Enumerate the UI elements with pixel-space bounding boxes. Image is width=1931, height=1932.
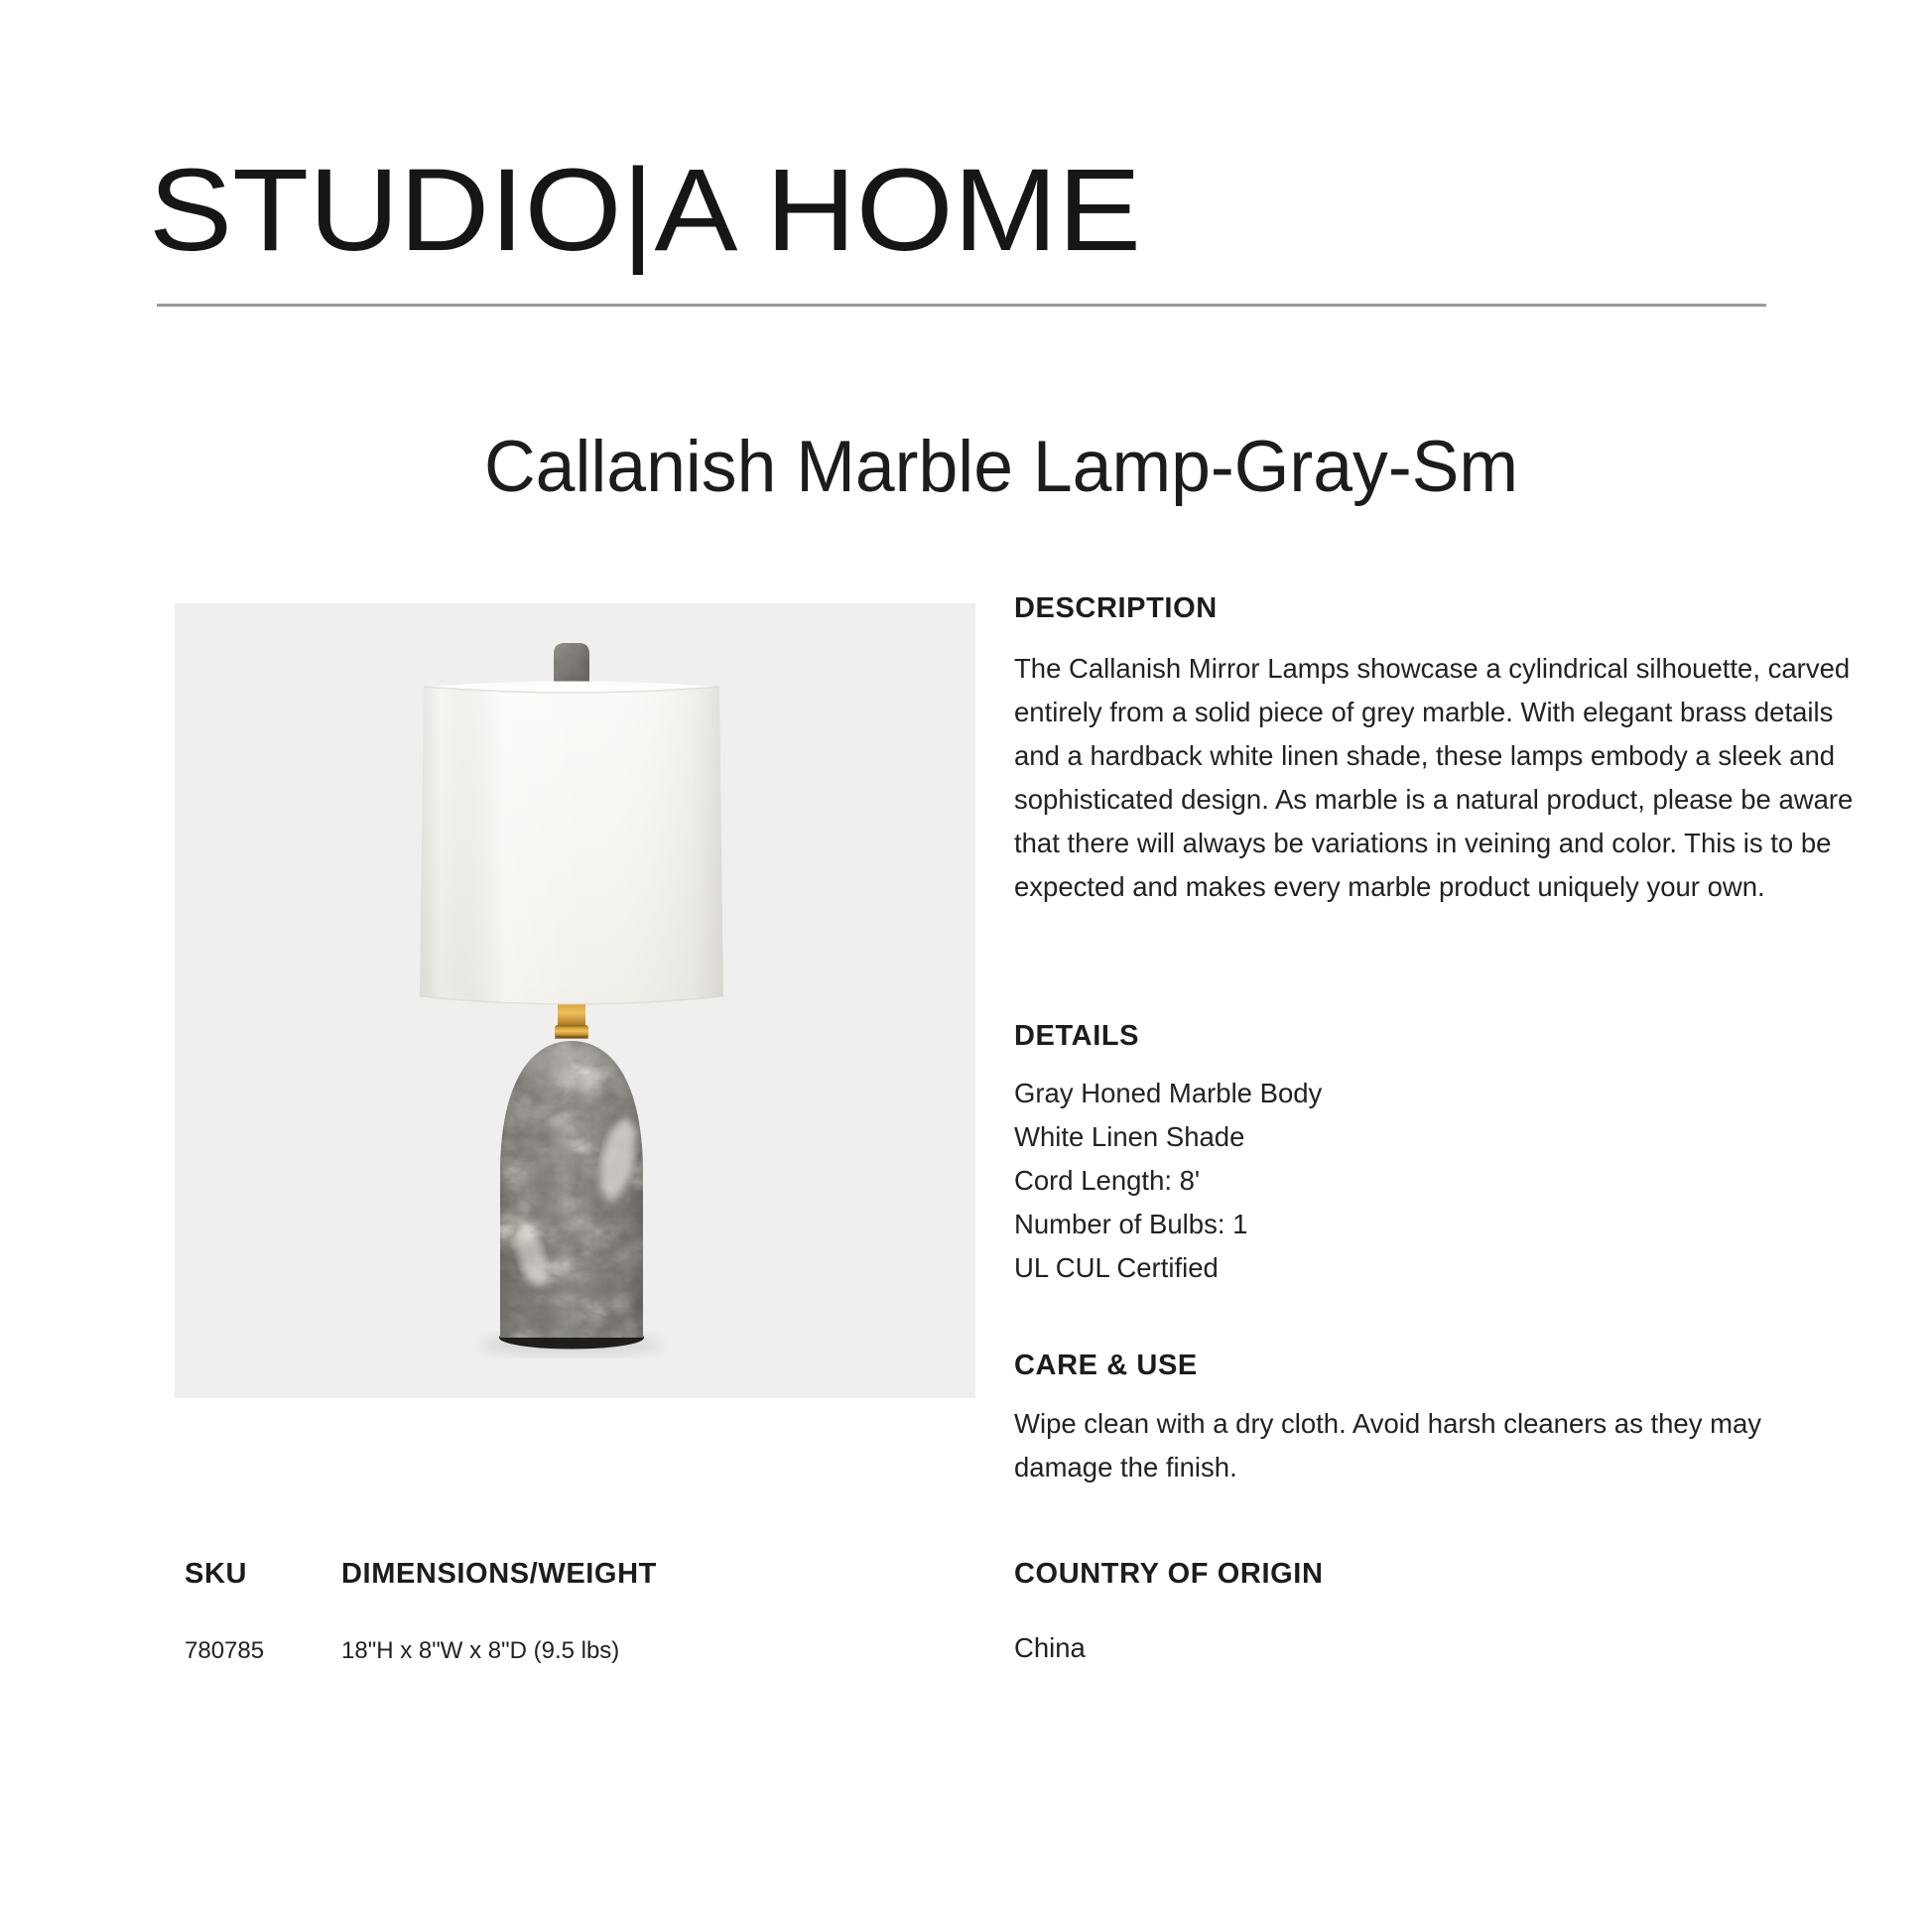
details-list bbox=[1014, 1072, 1866, 1290]
lamp-shade bbox=[420, 682, 723, 1005]
product-image bbox=[175, 603, 975, 1398]
brand-logo-text: STUDIO|A HOME bbox=[149, 149, 1141, 276]
origin-heading: COUNTRY OF ORIGIN bbox=[1014, 1558, 1324, 1590]
sku-value: 780785 bbox=[185, 1637, 265, 1664]
details-heading: DETAILS bbox=[1014, 1020, 1140, 1052]
product-title: Callanish Marble Lamp-Gray-Sm bbox=[484, 427, 1518, 507]
description-body: The Callanish Mirror Lamps showcase a cylindrical silhouette, carved entirely from a solid piece of grey marble. With elegant brass details and a hardback white linen shade, these lamps embody a sleek and sophisticated design. As marble is a natural product, please be aware that there will always be variations in veining and color. This is to be expected and makes every marble product uniquely your own. bbox=[1014, 653, 1854, 902]
sku-heading: SKU bbox=[185, 1558, 248, 1590]
brand-logo bbox=[147, 149, 1179, 278]
header-divider bbox=[157, 304, 1766, 307]
detail-item-shade: White Linen Shade bbox=[1014, 1121, 1245, 1152]
care-body: Wipe clean with a dry cloth. Avoid harsh cleaners as they may damage the finish. bbox=[1014, 1408, 1762, 1482]
detail-item-body: Gray Honed Marble Body bbox=[1014, 1078, 1323, 1108]
origin-value: China bbox=[1014, 1632, 1086, 1663]
dimensions-value: 18"H x 8"W x 8"D (9.5 lbs) bbox=[341, 1637, 620, 1664]
care-heading: CARE & USE bbox=[1014, 1350, 1198, 1381]
product-title-wrap bbox=[417, 402, 1588, 511]
detail-item-cord: Cord Length: 8' bbox=[1014, 1165, 1201, 1196]
detail-item-bulbs: Number of Bulbs: 1 bbox=[1014, 1209, 1248, 1239]
description-heading: DESCRIPTION bbox=[1014, 592, 1218, 624]
detail-item-certification: UL CUL Certified bbox=[1014, 1252, 1219, 1283]
dimensions-heading: DIMENSIONS/WEIGHT bbox=[341, 1558, 657, 1590]
lamp-illustration bbox=[175, 603, 975, 1398]
